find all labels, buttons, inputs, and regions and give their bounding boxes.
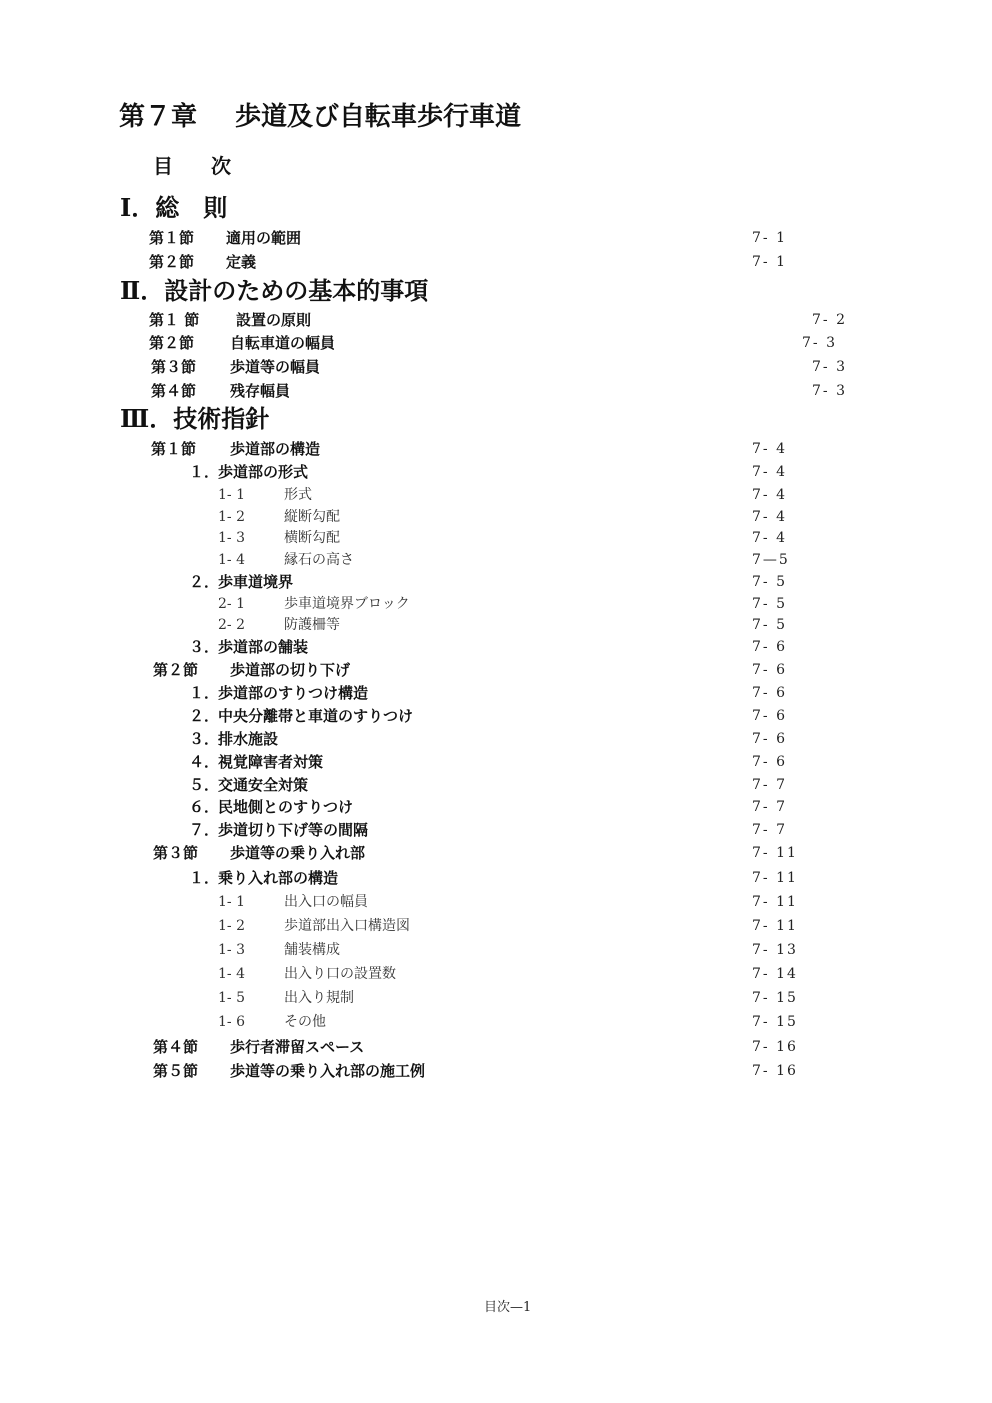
toc-entry-page: 7- 6: [752, 708, 787, 724]
toc-entry-page: 7- 1: [752, 254, 787, 270]
toc-entry-page: 7- 4: [752, 464, 787, 480]
toc-entry-title: その他: [284, 1014, 326, 1030]
toc-entry-page: 7- 15: [752, 990, 798, 1006]
toc-entry-title: 歩道部のすりつけ構造: [218, 684, 369, 702]
toc-entry-number: 第２節: [149, 334, 195, 352]
toc-entry-page: 7- 3: [812, 359, 847, 375]
toc-entry-number: 1- 1: [218, 894, 245, 910]
toc-entry-number: 第１節: [151, 440, 197, 458]
toc-entry-title: 歩車道境界: [218, 573, 294, 591]
toc-entry-page: 7- 11: [752, 894, 798, 910]
toc-entry-number: ２．: [189, 573, 220, 591]
toc-entry-title: 出入り規制: [284, 990, 354, 1006]
chapter-number: 第７章: [119, 102, 198, 132]
toc-entry-number: 1- 4: [218, 552, 245, 568]
toc-entry-title: 横断勾配: [284, 530, 340, 546]
toc-entry-title: 舗装構成: [284, 942, 340, 958]
part-heading-2: Ⅱ．設計のための基本的事項: [120, 276, 429, 305]
toc-entry-number: 1- 3: [218, 942, 245, 958]
toc-entry-number: ７．: [189, 821, 220, 839]
toc-entry-page: 7- 5: [752, 617, 787, 633]
toc-entry-title: 歩行者滞留スペース: [230, 1038, 365, 1056]
toc-entry-title: 歩車道境界ブロック: [284, 596, 410, 612]
toc-entry-page: 7- 11: [752, 918, 798, 934]
toc-entry-page: 7- 5: [752, 574, 787, 590]
toc-entry-page: 7- 6: [752, 639, 787, 655]
toc-label: 目 次: [153, 154, 233, 178]
toc-entry-page: 7- 7: [752, 799, 787, 815]
toc-entry-page: 7- 4: [752, 509, 787, 525]
toc-entry-number: １．: [189, 684, 220, 702]
toc-entry-number: 1- 6: [218, 1014, 245, 1030]
toc-entry-title: 歩道部の切り下げ: [230, 661, 351, 679]
toc-entry-title: 出入口の幅員: [284, 894, 368, 910]
toc-entry-page: 7—5: [752, 552, 790, 568]
toc-entry-title: 視覚障害者対策: [218, 753, 324, 771]
toc-entry-number: １．: [189, 463, 220, 481]
toc-entry-page: 7- 3: [812, 383, 847, 399]
toc-entry-number: ３．: [189, 638, 220, 656]
toc-entry-title: 乗り入れ部の構造: [218, 869, 339, 887]
toc-entry-page: 7- 4: [752, 441, 787, 457]
toc-entry-number: 1- 5: [218, 990, 245, 1006]
toc-entry-number: 1- 3: [218, 530, 245, 546]
toc-entry-title: 残存幅員: [230, 382, 291, 400]
toc-entry-page: 7- 4: [752, 487, 787, 503]
toc-entry-title: 歩道等の幅員: [230, 358, 321, 376]
toc-entry-page: 7- 16: [752, 1039, 798, 1055]
chapter-title: 歩道及び自転車歩行車道: [235, 102, 522, 132]
toc-entry-title: 歩道部の形式: [218, 463, 309, 481]
toc-entry-title: 交通安全対策: [218, 776, 309, 794]
toc-entry-title: 縦断勾配: [284, 509, 340, 525]
page-footer: 目次—1: [484, 1300, 532, 1315]
toc-entry-title: 民地側とのすりつけ: [218, 798, 354, 816]
toc-entry-number: 2- 2: [218, 617, 245, 633]
toc-entry-title: 歩道部の構造: [230, 440, 321, 458]
toc-entry-page: 7- 6: [752, 731, 787, 747]
toc-entry-title: 歩道等の乗り入れ部の施工例: [230, 1062, 426, 1080]
toc-entry-number: １．: [189, 869, 220, 887]
toc-entry-number: ５．: [189, 776, 220, 794]
toc-entry-number: 2- 1: [218, 596, 245, 612]
toc-entry-page: 7- 13: [752, 942, 798, 958]
part-heading-3: Ⅲ．技術指針: [120, 404, 270, 433]
toc-entry-page: 7- 16: [752, 1063, 798, 1079]
toc-entry-page: 7- 15: [752, 1014, 798, 1030]
toc-entry-number: 第３節: [151, 358, 197, 376]
toc-entry-title: 歩道等の乗り入れ部: [230, 844, 366, 862]
toc-entry-number: 第２節: [149, 253, 195, 271]
toc-entry-page: 7- 4: [752, 530, 787, 546]
toc-entry-number: 1- 2: [218, 509, 245, 525]
toc-entry-page: 7- 6: [752, 685, 787, 701]
toc-entry-page: 7- 7: [752, 822, 787, 838]
toc-entry-title: 中央分離帯と車道のすりつけ: [218, 707, 414, 725]
toc-entry-number: 第４節: [153, 1038, 199, 1056]
toc-entry-title: 定義: [226, 253, 257, 271]
toc-entry-title: 出入り口の設置数: [284, 966, 396, 982]
toc-entry-number: ６．: [189, 798, 220, 816]
toc-entry-page: 7- 11: [752, 845, 798, 861]
toc-entry-page: 7- 6: [752, 662, 787, 678]
chapter-heading: [119, 104, 521, 130]
toc-entry-number: 1- 1: [218, 487, 245, 503]
toc-entry-page: 7- 11: [752, 870, 798, 886]
toc-entry-title: 形式: [284, 487, 312, 503]
part-heading-1: Ⅰ．総 則: [120, 193, 228, 222]
toc-entry-number: 1- 4: [218, 966, 245, 982]
toc-entry-page: 7- 14: [752, 966, 798, 982]
toc-entry-title: 防護柵等: [284, 617, 340, 633]
toc-entry-number: 第１節: [149, 229, 195, 247]
toc-entry-number: 第４節: [151, 382, 197, 400]
toc-entry-title: 排水施設: [218, 730, 279, 748]
toc-entry-number: 第２節: [153, 661, 199, 679]
toc-entry-page: 7- 6: [752, 754, 787, 770]
toc-entry-page: 7- 3: [802, 335, 837, 351]
toc-entry-title: 縁石の高さ: [284, 552, 354, 568]
toc-entry-title: 歩道部の舗装: [218, 638, 309, 656]
toc-entry-number: 第３節: [153, 844, 199, 862]
toc-entry-title: 適用の範囲: [226, 229, 302, 247]
toc-entry-page: 7- 2: [812, 312, 847, 328]
toc-entry-title: 自転車道の幅員: [230, 334, 336, 352]
toc-entry-page: 7- 1: [752, 230, 787, 246]
toc-entry-title: 歩道切り下げ等の間隔: [218, 821, 369, 839]
toc-entry-title: 歩道部出入口構造図: [284, 918, 410, 934]
toc-entry-number: ２．: [189, 707, 220, 725]
toc-entry-number: 1- 2: [218, 918, 245, 934]
toc-entry-number: ４．: [189, 753, 220, 771]
toc-entry-title: 設置の原則: [236, 311, 312, 329]
toc-entry-page: 7- 5: [752, 596, 787, 612]
toc-entry-number: 第１ 節: [149, 311, 200, 329]
toc-entry-number: 第５節: [153, 1062, 199, 1080]
toc-entry-number: ３．: [189, 730, 220, 748]
toc-entry-page: 7- 7: [752, 777, 787, 793]
